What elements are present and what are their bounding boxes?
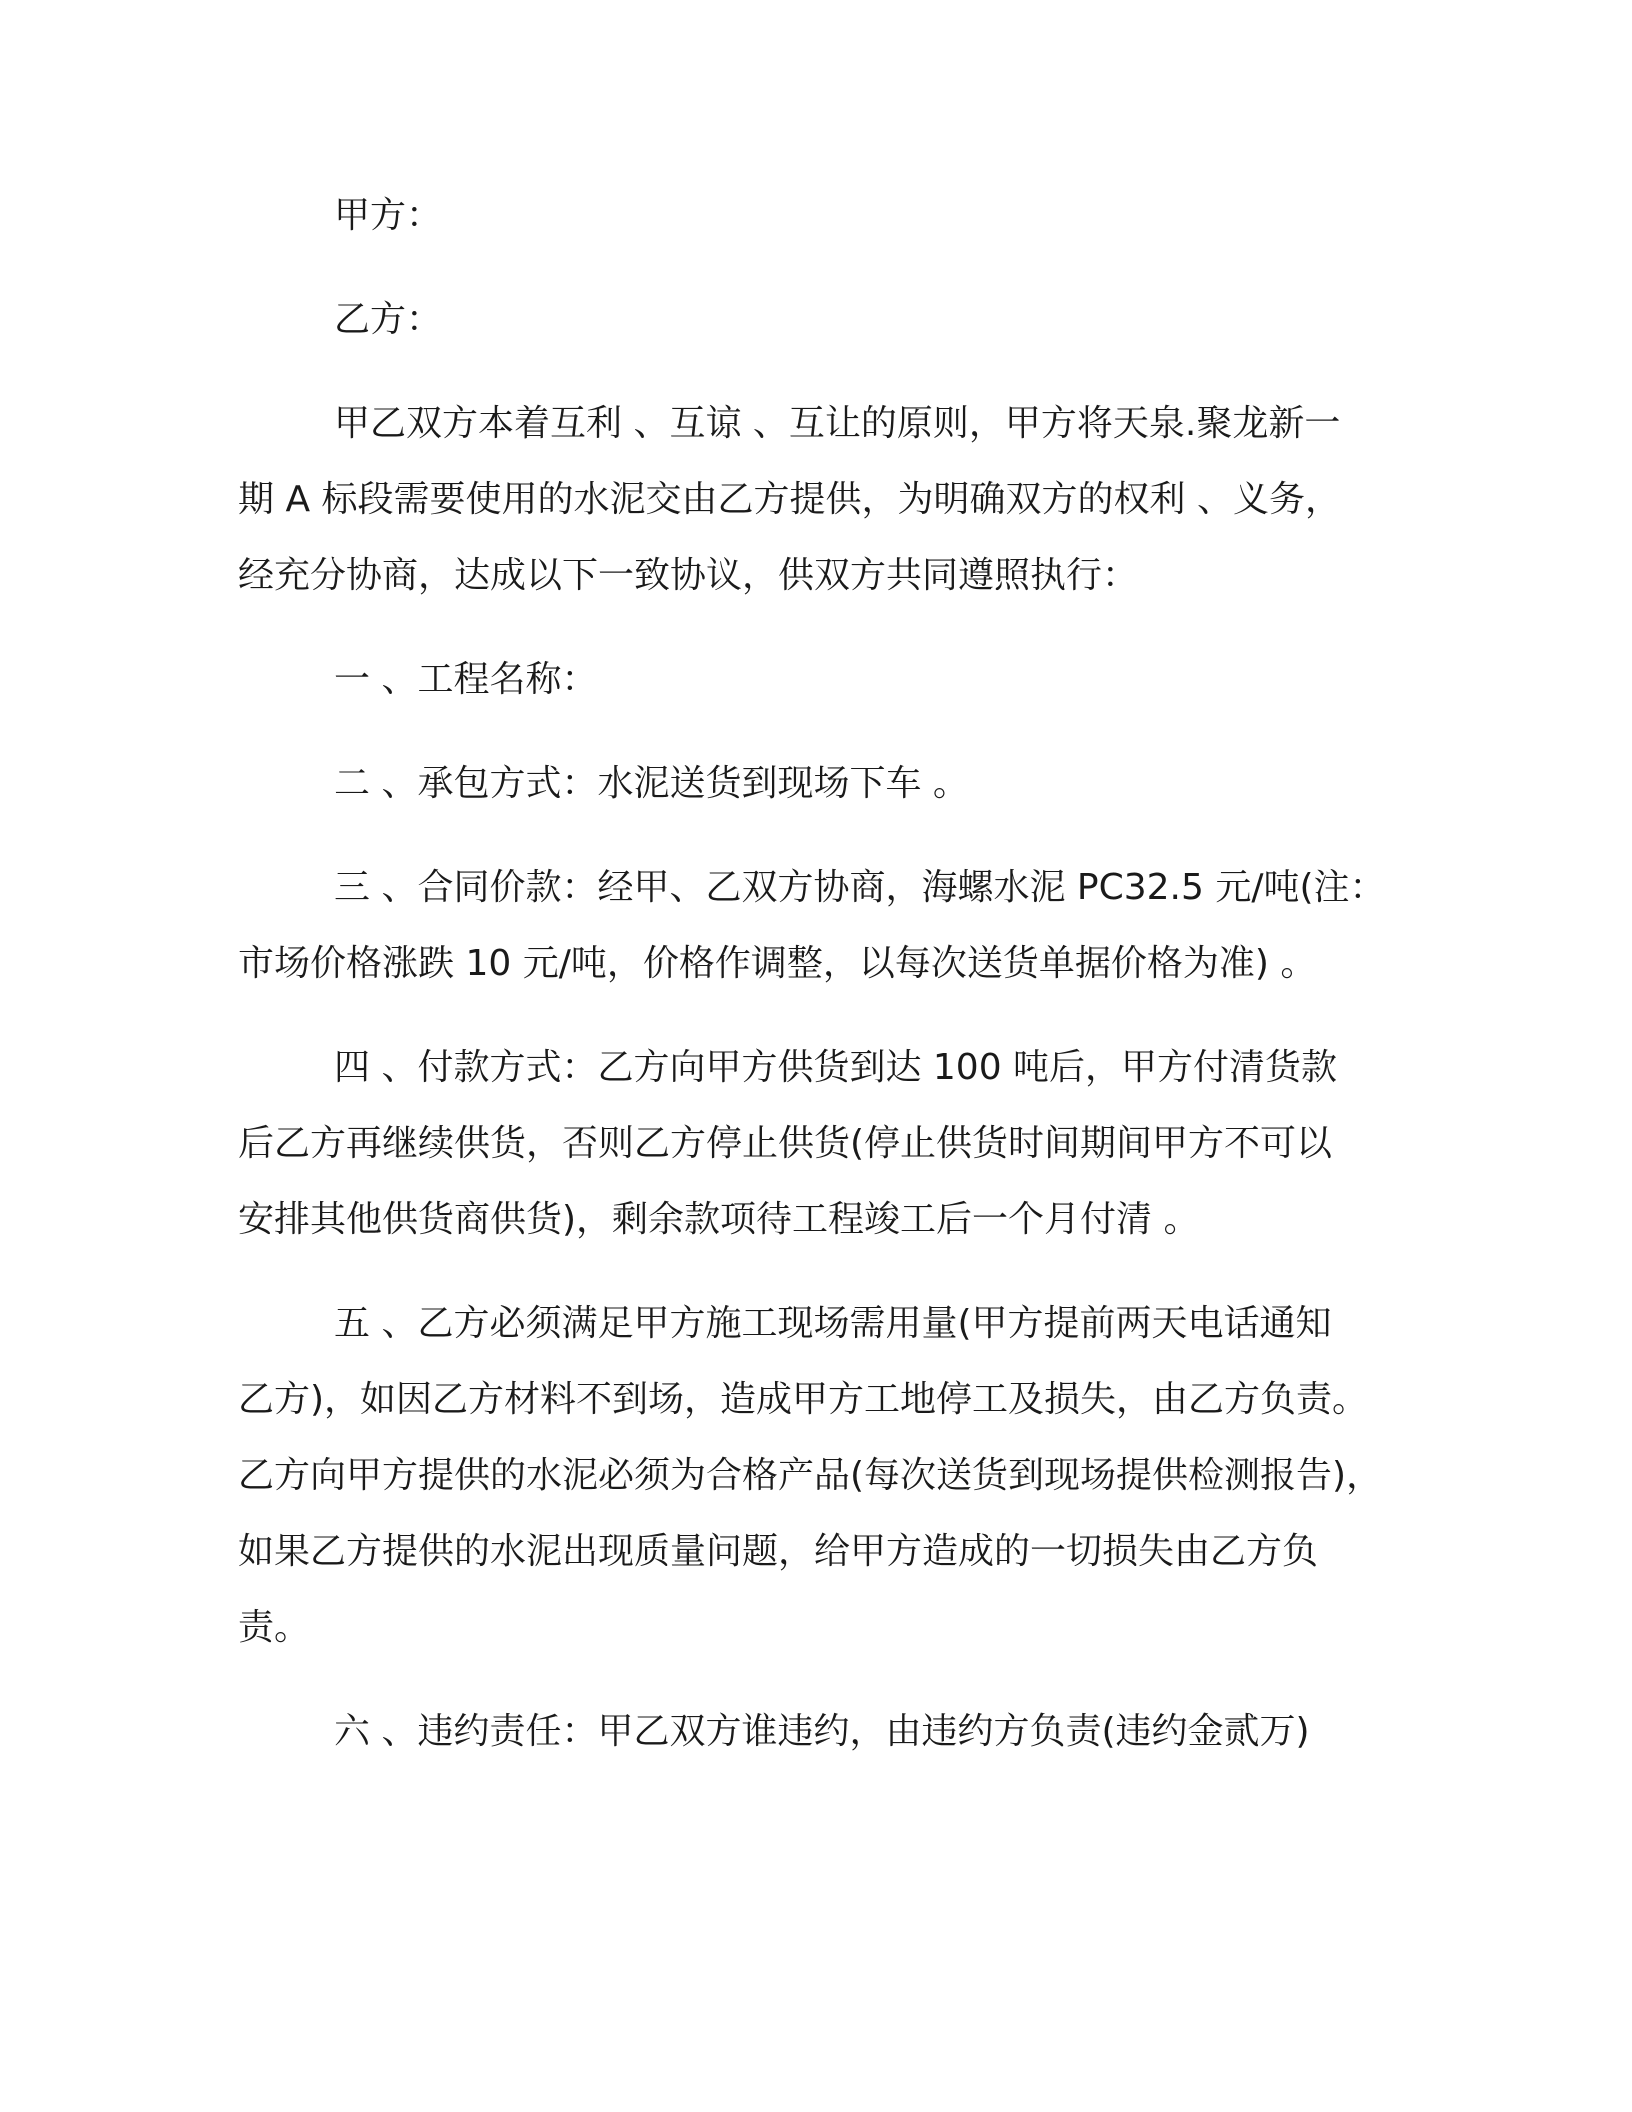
party-b-label: 乙方： (334, 299, 443, 340)
intro-paragraph (238, 386, 1418, 614)
clause-3-line: 市场价格涨跌 10 元/吨，价格作调整，以每次送货单据价格为准) 。 (238, 943, 1317, 984)
clause-2-text: 二 、承包方式：水泥送货到现场下车 。 (334, 763, 969, 804)
clause-6-text: 六 、违约责任：甲乙双方谁违约，由违约方负责(违约金贰万) (334, 1711, 1310, 1752)
intro-line: 期 A 标段需要使用的水泥交由乙方提供，为明确双方的权利 、义务， (238, 479, 1341, 520)
clause-4-line: 安排其他供货商供货)，剩余款项待工程竣工后一个月付清 。 (238, 1199, 1200, 1240)
party-a-label: 甲方： (334, 195, 443, 236)
clause-4-line: 四 、付款方式：乙方向甲方供货到达 100 吨后，甲方付清货款 (334, 1047, 1338, 1088)
clause-2-paragraph (238, 746, 1418, 822)
clause-5-line: 乙方向甲方提供的水泥必须为合格产品(每次送货到现场提供检测报告)， (238, 1455, 1383, 1496)
clause-5-line: 责。 (238, 1607, 311, 1648)
clause-1-text: 一 、工程名称： (334, 659, 598, 700)
intro-line: 经充分协商，达成以下一致协议，供双方共同遵照执行： (238, 555, 1139, 596)
party-a-line (238, 178, 1418, 254)
clause-6-paragraph (238, 1694, 1418, 1770)
clause-5-line: 如果乙方提供的水泥出现质量问题，给甲方造成的一切损失由乙方负 (238, 1531, 1319, 1572)
clause-4-paragraph (238, 1030, 1418, 1258)
clause-3-line: 三 、合同价款：经甲、乙双方协商，海螺水泥 PC32.5 元/吨(注： (334, 867, 1386, 908)
intro-line: 甲乙双方本着互利 、互谅 、互让的原则，甲方将天泉.聚龙新一 (334, 403, 1341, 444)
clause-4-line: 后乙方再继续供货，否则乙方停止供货(停止供货时间期间甲方不可以 (238, 1123, 1333, 1164)
clause-3-paragraph (238, 850, 1418, 1002)
clause-5-line: 乙方)，如因乙方材料不到场，造成甲方工地停工及损失，由乙方负责。 (238, 1379, 1369, 1420)
party-b-line (238, 282, 1418, 358)
clause-5-paragraph (238, 1286, 1418, 1666)
clause-5-line: 五 、乙方必须满足甲方施工现场需用量(甲方提前两天电话通知 (334, 1303, 1332, 1344)
clause-1-paragraph (238, 642, 1418, 718)
